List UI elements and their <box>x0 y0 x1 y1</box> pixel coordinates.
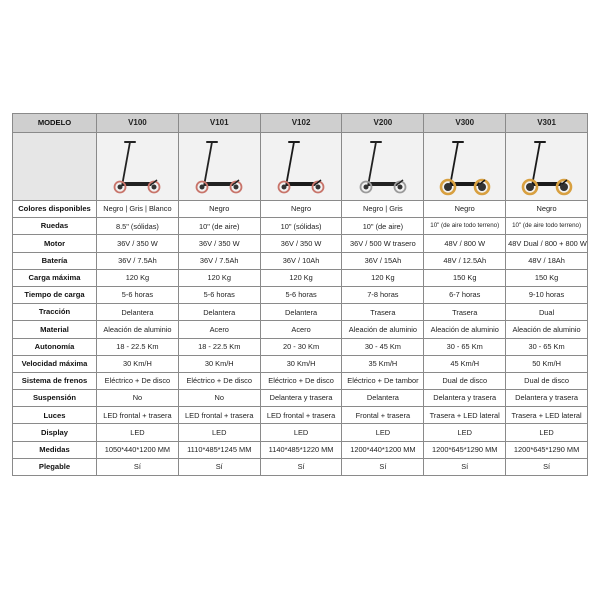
spec-label: Plegable <box>13 458 97 475</box>
spec-value: 9-10 horas <box>506 286 588 303</box>
spec-label: Suspensión <box>13 390 97 407</box>
spec-label: Carga máxima <box>13 269 97 286</box>
spec-value: 150 Kg <box>424 269 506 286</box>
spec-row <box>13 458 588 475</box>
spec-value: 30 Km/H <box>178 355 260 372</box>
spec-value: Dual de disco <box>506 372 588 389</box>
spec-row <box>13 201 588 218</box>
spec-value: Trasera + LED lateral <box>506 407 588 424</box>
spec-row <box>13 407 588 424</box>
spec-value: Eléctrico + De disco <box>178 372 260 389</box>
spec-row <box>13 218 588 235</box>
spec-value: 1050*440*1200 MM <box>97 441 179 458</box>
model-name: V300 <box>424 114 506 133</box>
spec-value: 150 Kg <box>506 269 588 286</box>
header-label: MODELO <box>13 114 97 133</box>
spec-row <box>13 252 588 269</box>
spec-label: Luces <box>13 407 97 424</box>
spec-row <box>13 304 588 321</box>
spec-value: 30 - 65 Km <box>506 338 588 355</box>
spec-value: Negro | Gris | Blanco <box>97 201 179 218</box>
spec-value: 48V / 18Ah <box>506 252 588 269</box>
spec-value: LED <box>178 424 260 441</box>
spec-value: Aleación de aluminio <box>342 321 424 338</box>
spec-value: LED <box>424 424 506 441</box>
image-row <box>13 133 588 201</box>
spec-value: Dual <box>506 304 588 321</box>
spec-value: 36V / 15Ah <box>342 252 424 269</box>
spec-value: No <box>97 390 179 407</box>
spec-value: Sí <box>97 458 179 475</box>
model-name: V102 <box>260 114 342 133</box>
spec-value: Negro <box>178 201 260 218</box>
spec-value: Delantera y trasera <box>424 390 506 407</box>
spec-value: Frontal + trasera <box>342 407 424 424</box>
spec-label: Sistema de frenos <box>13 372 97 389</box>
spec-row <box>13 390 588 407</box>
spec-value: Sí <box>424 458 506 475</box>
scooter-icon <box>515 136 579 198</box>
scooter-image-cell <box>178 133 260 201</box>
spec-value: 1200*645*1290 MM <box>424 441 506 458</box>
spec-value: 10" (de aire) <box>342 218 424 235</box>
spec-label: Display <box>13 424 97 441</box>
spec-value: 36V / 350 W <box>260 235 342 252</box>
spec-value: LED <box>97 424 179 441</box>
spec-value: 48V Dual / 800 + 800 W <box>506 235 588 252</box>
spec-value: 120 Kg <box>178 269 260 286</box>
spec-value: 36V / 350 W <box>178 235 260 252</box>
spec-label: Tracción <box>13 304 97 321</box>
spec-value: 6-7 horas <box>424 286 506 303</box>
spec-value: 8.5" (sólidas) <box>97 218 179 235</box>
spec-value: Eléctrico + De disco <box>97 372 179 389</box>
spec-value: Dual de disco <box>424 372 506 389</box>
spec-value: 120 Kg <box>260 269 342 286</box>
spec-value: 36V / 10Ah <box>260 252 342 269</box>
spec-value: 18 - 22.5 Km <box>97 338 179 355</box>
spec-value: 48V / 800 W <box>424 235 506 252</box>
spec-value: Sí <box>260 458 342 475</box>
spec-value: LED <box>506 424 588 441</box>
spec-value: LED <box>260 424 342 441</box>
spec-value: 5-6 horas <box>178 286 260 303</box>
spec-value: 10" (sólidas) <box>260 218 342 235</box>
spec-value: Sí <box>342 458 424 475</box>
scooter-image-cell <box>97 133 179 201</box>
spec-value: 1140*485*1220 MM <box>260 441 342 458</box>
spec-label: Motor <box>13 235 97 252</box>
spec-row <box>13 355 588 372</box>
spec-label: Velocidad máxima <box>13 355 97 372</box>
spec-value: 7-8 horas <box>342 286 424 303</box>
spec-value: 1110*485*1245 MM <box>178 441 260 458</box>
spec-value: Sí <box>178 458 260 475</box>
spec-value: 36V / 7.5Ah <box>178 252 260 269</box>
spec-label: Colores disponibles <box>13 201 97 218</box>
spec-value: Delantera y trasera <box>506 390 588 407</box>
spec-value: Delantera <box>260 304 342 321</box>
model-name: V200 <box>342 114 424 133</box>
spec-value: 30 Km/H <box>97 355 179 372</box>
spec-value: Trasera <box>342 304 424 321</box>
spec-row <box>13 286 588 303</box>
model-name: V100 <box>97 114 179 133</box>
spec-value: Eléctrico + De disco <box>260 372 342 389</box>
spec-value: Aleación de aluminio <box>97 321 179 338</box>
spec-value: 36V / 350 W <box>97 235 179 252</box>
spec-row <box>13 441 588 458</box>
spec-value: 50 Km/H <box>506 355 588 372</box>
spec-label: Batería <box>13 252 97 269</box>
spec-value: LED <box>342 424 424 441</box>
spec-row <box>13 372 588 389</box>
spec-value: Sí <box>506 458 588 475</box>
spec-value: Aleación de aluminio <box>424 321 506 338</box>
spec-value: Negro | Gris <box>342 201 424 218</box>
spec-value: 10" (de aire todo terreno) <box>424 218 506 235</box>
spec-value: Acero <box>178 321 260 338</box>
spec-value: 36V / 500 W trasero <box>342 235 424 252</box>
spec-value: No <box>178 390 260 407</box>
scooter-icon <box>269 136 333 198</box>
spec-label: Material <box>13 321 97 338</box>
spec-row <box>13 269 588 286</box>
spec-value: Acero <box>260 321 342 338</box>
spec-value: 1200*440*1200 MM <box>342 441 424 458</box>
scooter-image-cell <box>342 133 424 201</box>
spec-value: Negro <box>506 201 588 218</box>
spec-value: Trasera <box>424 304 506 321</box>
spec-label: Ruedas <box>13 218 97 235</box>
spec-value: 36V / 7.5Ah <box>97 252 179 269</box>
spec-value: 5-6 horas <box>260 286 342 303</box>
model-name: V101 <box>178 114 260 133</box>
spec-value: Delantera <box>178 304 260 321</box>
spec-value: 18 - 22.5 Km <box>178 338 260 355</box>
header-row <box>13 114 588 133</box>
spec-value: Trasera + LED lateral <box>424 407 506 424</box>
spec-table <box>12 113 588 476</box>
spec-value: Negro <box>424 201 506 218</box>
scooter-icon <box>105 136 169 198</box>
spec-value: 1200*645*1290 MM <box>506 441 588 458</box>
spec-label: Medidas <box>13 441 97 458</box>
spec-label: Tiempo de carga <box>13 286 97 303</box>
model-name: V301 <box>506 114 588 133</box>
spec-row <box>13 424 588 441</box>
spec-value: 30 - 45 Km <box>342 338 424 355</box>
spec-value: Delantera <box>97 304 179 321</box>
spec-row <box>13 235 588 252</box>
scooter-icon <box>351 136 415 198</box>
spec-row <box>13 338 588 355</box>
spec-value: 10" (de aire) <box>178 218 260 235</box>
spec-value: 10" (de aire todo terreno) <box>506 218 588 235</box>
spec-value: 45 Km/H <box>424 355 506 372</box>
scooter-image-cell <box>260 133 342 201</box>
image-row-label <box>13 133 97 201</box>
spec-value: 30 - 65 Km <box>424 338 506 355</box>
spec-value: 5-6 horas <box>97 286 179 303</box>
scooter-image-cell <box>506 133 588 201</box>
spec-value: 120 Kg <box>97 269 179 286</box>
scooter-image-cell <box>424 133 506 201</box>
spec-value: LED frontal + trasera <box>178 407 260 424</box>
spec-value: 120 Kg <box>342 269 424 286</box>
spec-value: Delantera <box>342 390 424 407</box>
spec-value: 48V / 12.5Ah <box>424 252 506 269</box>
spec-label: Autonomía <box>13 338 97 355</box>
spec-value: LED frontal + trasera <box>97 407 179 424</box>
spec-value: LED frontal + trasera <box>260 407 342 424</box>
spec-value: 30 Km/H <box>260 355 342 372</box>
scooter-icon <box>187 136 251 198</box>
spec-value: Aleación de aluminio <box>506 321 588 338</box>
spec-value: 35 Km/H <box>342 355 424 372</box>
spec-row <box>13 321 588 338</box>
spec-value: 20 - 30 Km <box>260 338 342 355</box>
scooter-icon <box>433 136 497 198</box>
spec-value: Delantera y trasera <box>260 390 342 407</box>
spec-value: Negro <box>260 201 342 218</box>
spec-value: Eléctrico + De tambor <box>342 372 424 389</box>
